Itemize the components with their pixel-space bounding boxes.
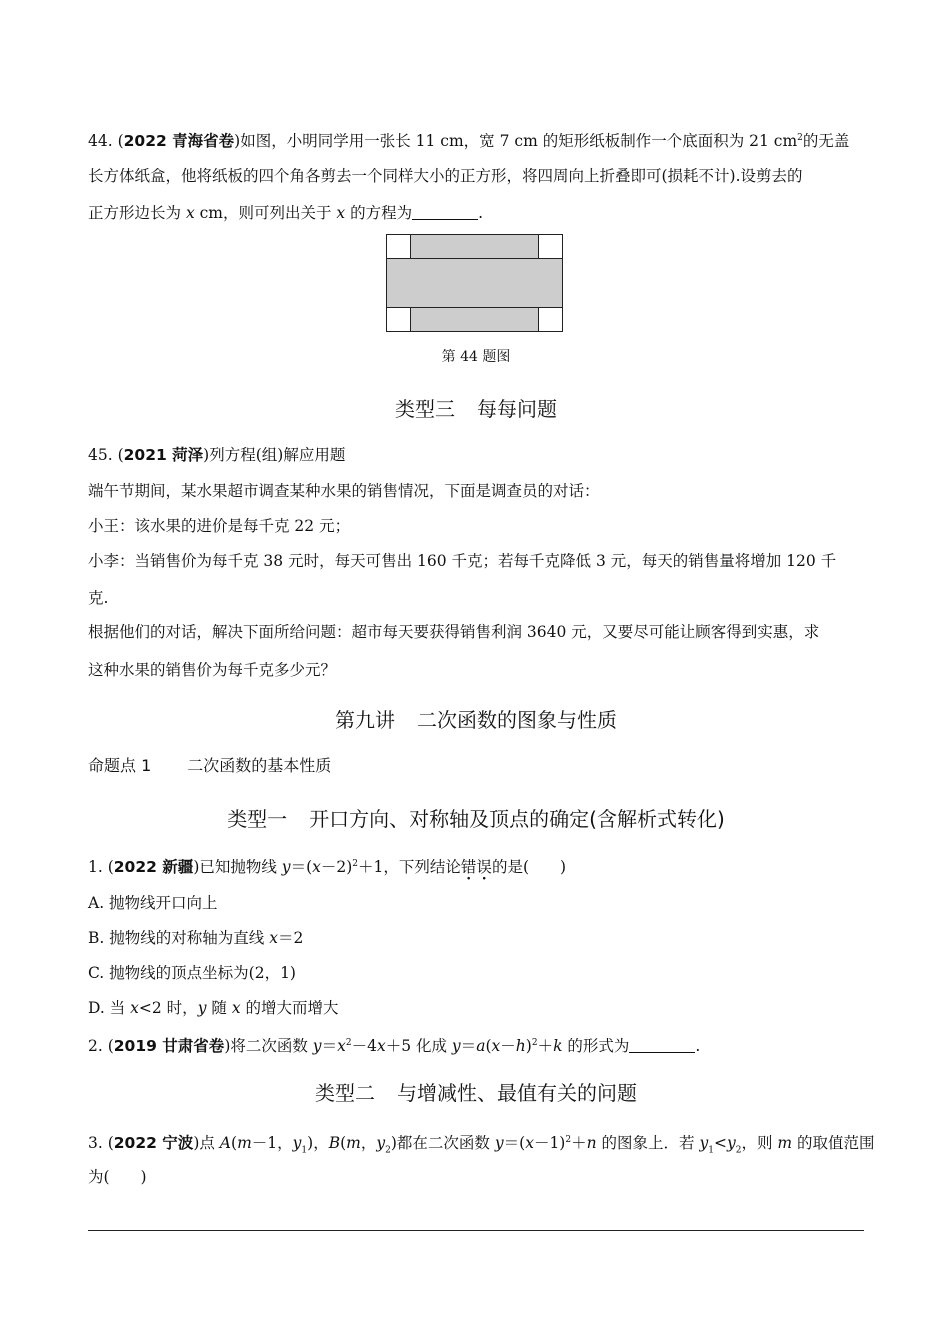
q44-number: 44. ( [88, 132, 124, 151]
q45-line5: 根据他们的对话，解决下面所给问题：超市每天要获得销售利润 3640 元，又要尽可能让顾客得到实惠，求 [88, 623, 820, 641]
q3-source: 2022 宁波 [113, 1134, 194, 1153]
q45-line6: 这种水果的销售价为每千克多少元？ [88, 661, 337, 679]
heading-type2: 类型二 与增减性、最值有关的问题 [315, 1081, 637, 1105]
q44-figure [386, 234, 566, 334]
footer-divider [88, 1230, 864, 1231]
corner-square-tr [539, 235, 563, 259]
q45-title: 45. (2021 菏泽)列方程(组)解应用题 [88, 446, 346, 464]
emphasis-dot-char: 误 [476, 858, 492, 877]
heading-type1: 类型一 开口方向、对称轴及顶点的确定(含解析式转化) [227, 807, 725, 831]
q3-line2: 为( ) [88, 1168, 147, 1186]
q1-stem: 1. (2022 新疆)已知抛物线 $y=(x-2)^2+1$，下列结论错误的是( ) [88, 858, 567, 877]
q3-stem: 3. (2022 宁波)点 A(m－1，$y_1$)，B(m，$y_2$)都在二次函数 $y=(x-1)^2+n$ 的图象上．若 $y_1<y_2$，则 m 的取值范围 [88, 1134, 875, 1156]
q45-line1: 端午节期间，某水果超市调查某种水果的销售情况，下面是调查员的对话： [88, 482, 600, 500]
answer-blank [412, 205, 478, 220]
q1-source: 2022 新疆 [113, 858, 194, 877]
q44-line1: 44. (2022 青海省卷)如图，小明同学用一张长 11 cm，宽 7 cm 的矩形纸板制作一个底面积为 21 $cm^2$的无盖 [88, 132, 850, 151]
chapter-heading: 第九讲 二次函数的图象与性质 [335, 708, 617, 732]
q44-line3: 正方形边长为 x cm，则可列出关于 x 的方程为 . [88, 204, 484, 222]
heading-type3: 类型三 每每问题 [395, 397, 557, 421]
topic-heading: 命题点 1 二次函数的基本性质 [88, 756, 332, 775]
corner-square-bl [387, 308, 411, 332]
q1-option-b: B. 抛物线的对称轴为直线 x＝2 [88, 929, 304, 947]
q2-stem: 2. (2019 甘肃省卷)将二次函数 $y=x^2-4x+5$ 化成 $y=a(x-h)^2+k$ 的形式为 . [88, 1037, 701, 1056]
q44-line2: 长方体纸盒，他将纸板的四个角各剪去一个同样大小的正方形，将四周向上折叠即可(损耗不计).设剪去的 [88, 167, 803, 185]
q1-option-d: D. 当 x<2 时，y 随 x 的增大而增大 [88, 999, 339, 1017]
q1-option-c: C. 抛物线的顶点坐标为(2，1) [88, 964, 296, 982]
q45-line3: 小李：当销售价为每千克 38 元时，每天可售出 160 千克；若每千克降低 3 元，每天的销售量将增加 120 千 [88, 552, 837, 570]
q45-line2: 小王：该水果的进价是每千克 22 元； [88, 517, 351, 535]
q45-line4: 克. [88, 589, 109, 607]
corner-square-tl [387, 235, 411, 259]
q1-option-a: A. 抛物线开口向上 [88, 894, 218, 912]
q44-source: 2022 青海省卷 [123, 132, 235, 151]
answer-blank [629, 1038, 695, 1053]
emphasis-dot-char: 错 [460, 858, 477, 877]
q2-source: 2019 甘肃省卷 [113, 1037, 225, 1056]
cardboard-sides [387, 259, 563, 308]
q44-caption: 第 44 题图 [441, 349, 511, 365]
corner-square-br [539, 308, 563, 332]
q45-source: 2021 菏泽 [123, 446, 204, 464]
